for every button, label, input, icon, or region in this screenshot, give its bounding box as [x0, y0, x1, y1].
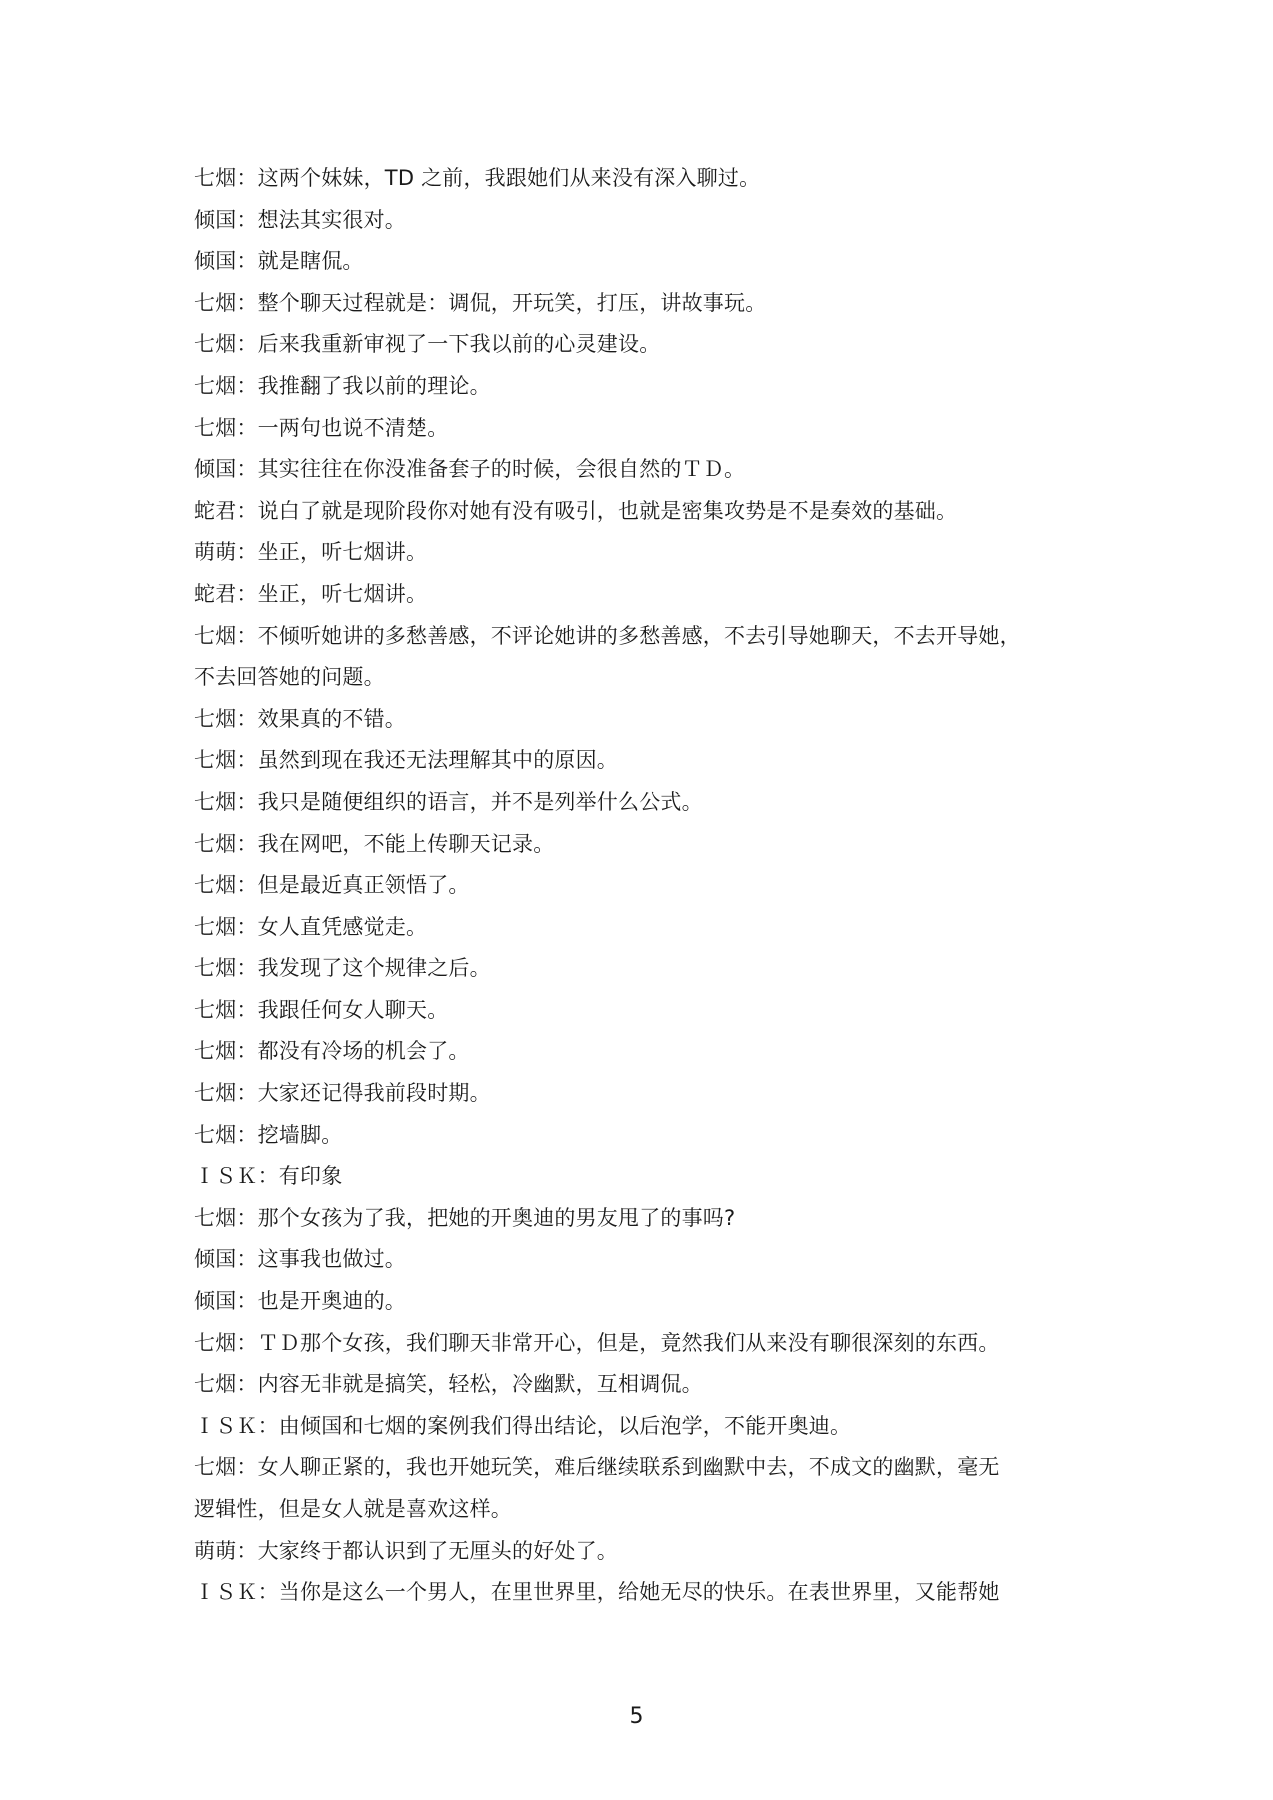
transcript-line: 七烟：都没有冷场的机会了。: [194, 1039, 470, 1064]
transcript-line: 逻辑性，但是女人就是喜欢这样。: [194, 1497, 512, 1521]
transcript-line: 倾国：想法其实很对。: [194, 207, 406, 232]
transcript-line: 七烟：一两句也说不清楚。: [194, 415, 449, 440]
transcript-line: 七烟：女人聊正紧的，我也开她玩笑，难后继续联系到幽默中去，不成文的幽默，毫无: [194, 1455, 1000, 1480]
transcript-line: ＩＳＫ：当你是这么一个男人，在里世界里，给她无尽的快乐。在表世界里，又能帮她: [194, 1580, 1000, 1605]
transcript-line: 七烟：我跟任何女人聊天。: [194, 997, 449, 1022]
transcript-line: 倾国：其实往往在你没准备套子的时候，会很自然的ＴＤ。: [194, 457, 746, 482]
transcript-line: ＩＳＫ：由倾国和七烟的案例我们得出结论，以后泡学，不能开奥迪。: [194, 1413, 852, 1438]
transcript-line: 倾国：这事我也做过。: [194, 1247, 406, 1272]
transcript-line: 不去回答她的问题。: [194, 665, 385, 690]
transcript-line: 七烟：虽然到现在我还无法理解其中的原因。: [194, 748, 618, 773]
transcript-line: 倾国：就是瞎侃。: [194, 249, 364, 274]
transcript-line: 七烟：效果真的不错。: [194, 706, 406, 731]
transcript-line: ＩＳＫ：有印象: [194, 1164, 343, 1189]
transcript-line: 七烟：挖墙脚。: [194, 1122, 343, 1147]
transcript-line: 七烟：不倾听她讲的多愁善感，不评论她讲的多愁善感，不去引导她聊天，不去开导她，: [194, 623, 1021, 648]
transcript-line: 七烟：大家还记得我前段时期。: [194, 1081, 491, 1106]
transcript-line: 萌萌：大家终于都认识到了无厘头的好处了。: [194, 1538, 618, 1563]
transcript-line: 七烟：整个聊天过程就是：调侃，开玩笑，打压，讲故事玩。: [194, 290, 767, 315]
transcript-line: 七烟：ＴＤ那个女孩，我们聊天非常开心，但是，竟然我们从来没有聊很深刻的东西。: [194, 1330, 1000, 1355]
transcript-line: 七烟：后来我重新审视了一下我以前的心灵建设。: [194, 332, 661, 357]
transcript-line: 七烟：内容无非就是搞笑，轻松，冷幽默，互相调侃。: [194, 1372, 703, 1397]
transcript-line: 七烟：这两个妹妹，TD 之前，我跟她们从来没有深入聊过。: [194, 166, 761, 190]
transcript-line: 七烟：我在网吧，不能上传聊天记录。: [194, 831, 555, 856]
transcript-line: 七烟：女人直凭感觉走。: [194, 914, 428, 939]
transcript-line: 蛇君：坐正，听七烟讲。: [194, 581, 428, 606]
transcript-line: 七烟：那个女孩为了我，把她的开奥迪的男友甩了的事吗?: [194, 1205, 736, 1230]
transcript-line: 萌萌：坐正，听七烟讲。: [194, 540, 428, 565]
page-number: 5: [629, 1704, 644, 1729]
chat-transcript: [194, 158, 1054, 1614]
transcript-line: 蛇君：说白了就是现阶段你对她有没有吸引，也就是密集攻势是不是奏效的基础。: [194, 498, 958, 523]
transcript-line: 七烟：我推翻了我以前的理论。: [194, 373, 491, 398]
transcript-line: 七烟：我发现了这个规律之后。: [194, 956, 491, 981]
transcript-line: 七烟：我只是随便组织的语言，并不是列举什么公式。: [194, 789, 703, 814]
transcript-line: 倾国：也是开奥迪的。: [194, 1289, 406, 1314]
transcript-line: 七烟：但是最近真正领悟了。: [194, 873, 470, 898]
